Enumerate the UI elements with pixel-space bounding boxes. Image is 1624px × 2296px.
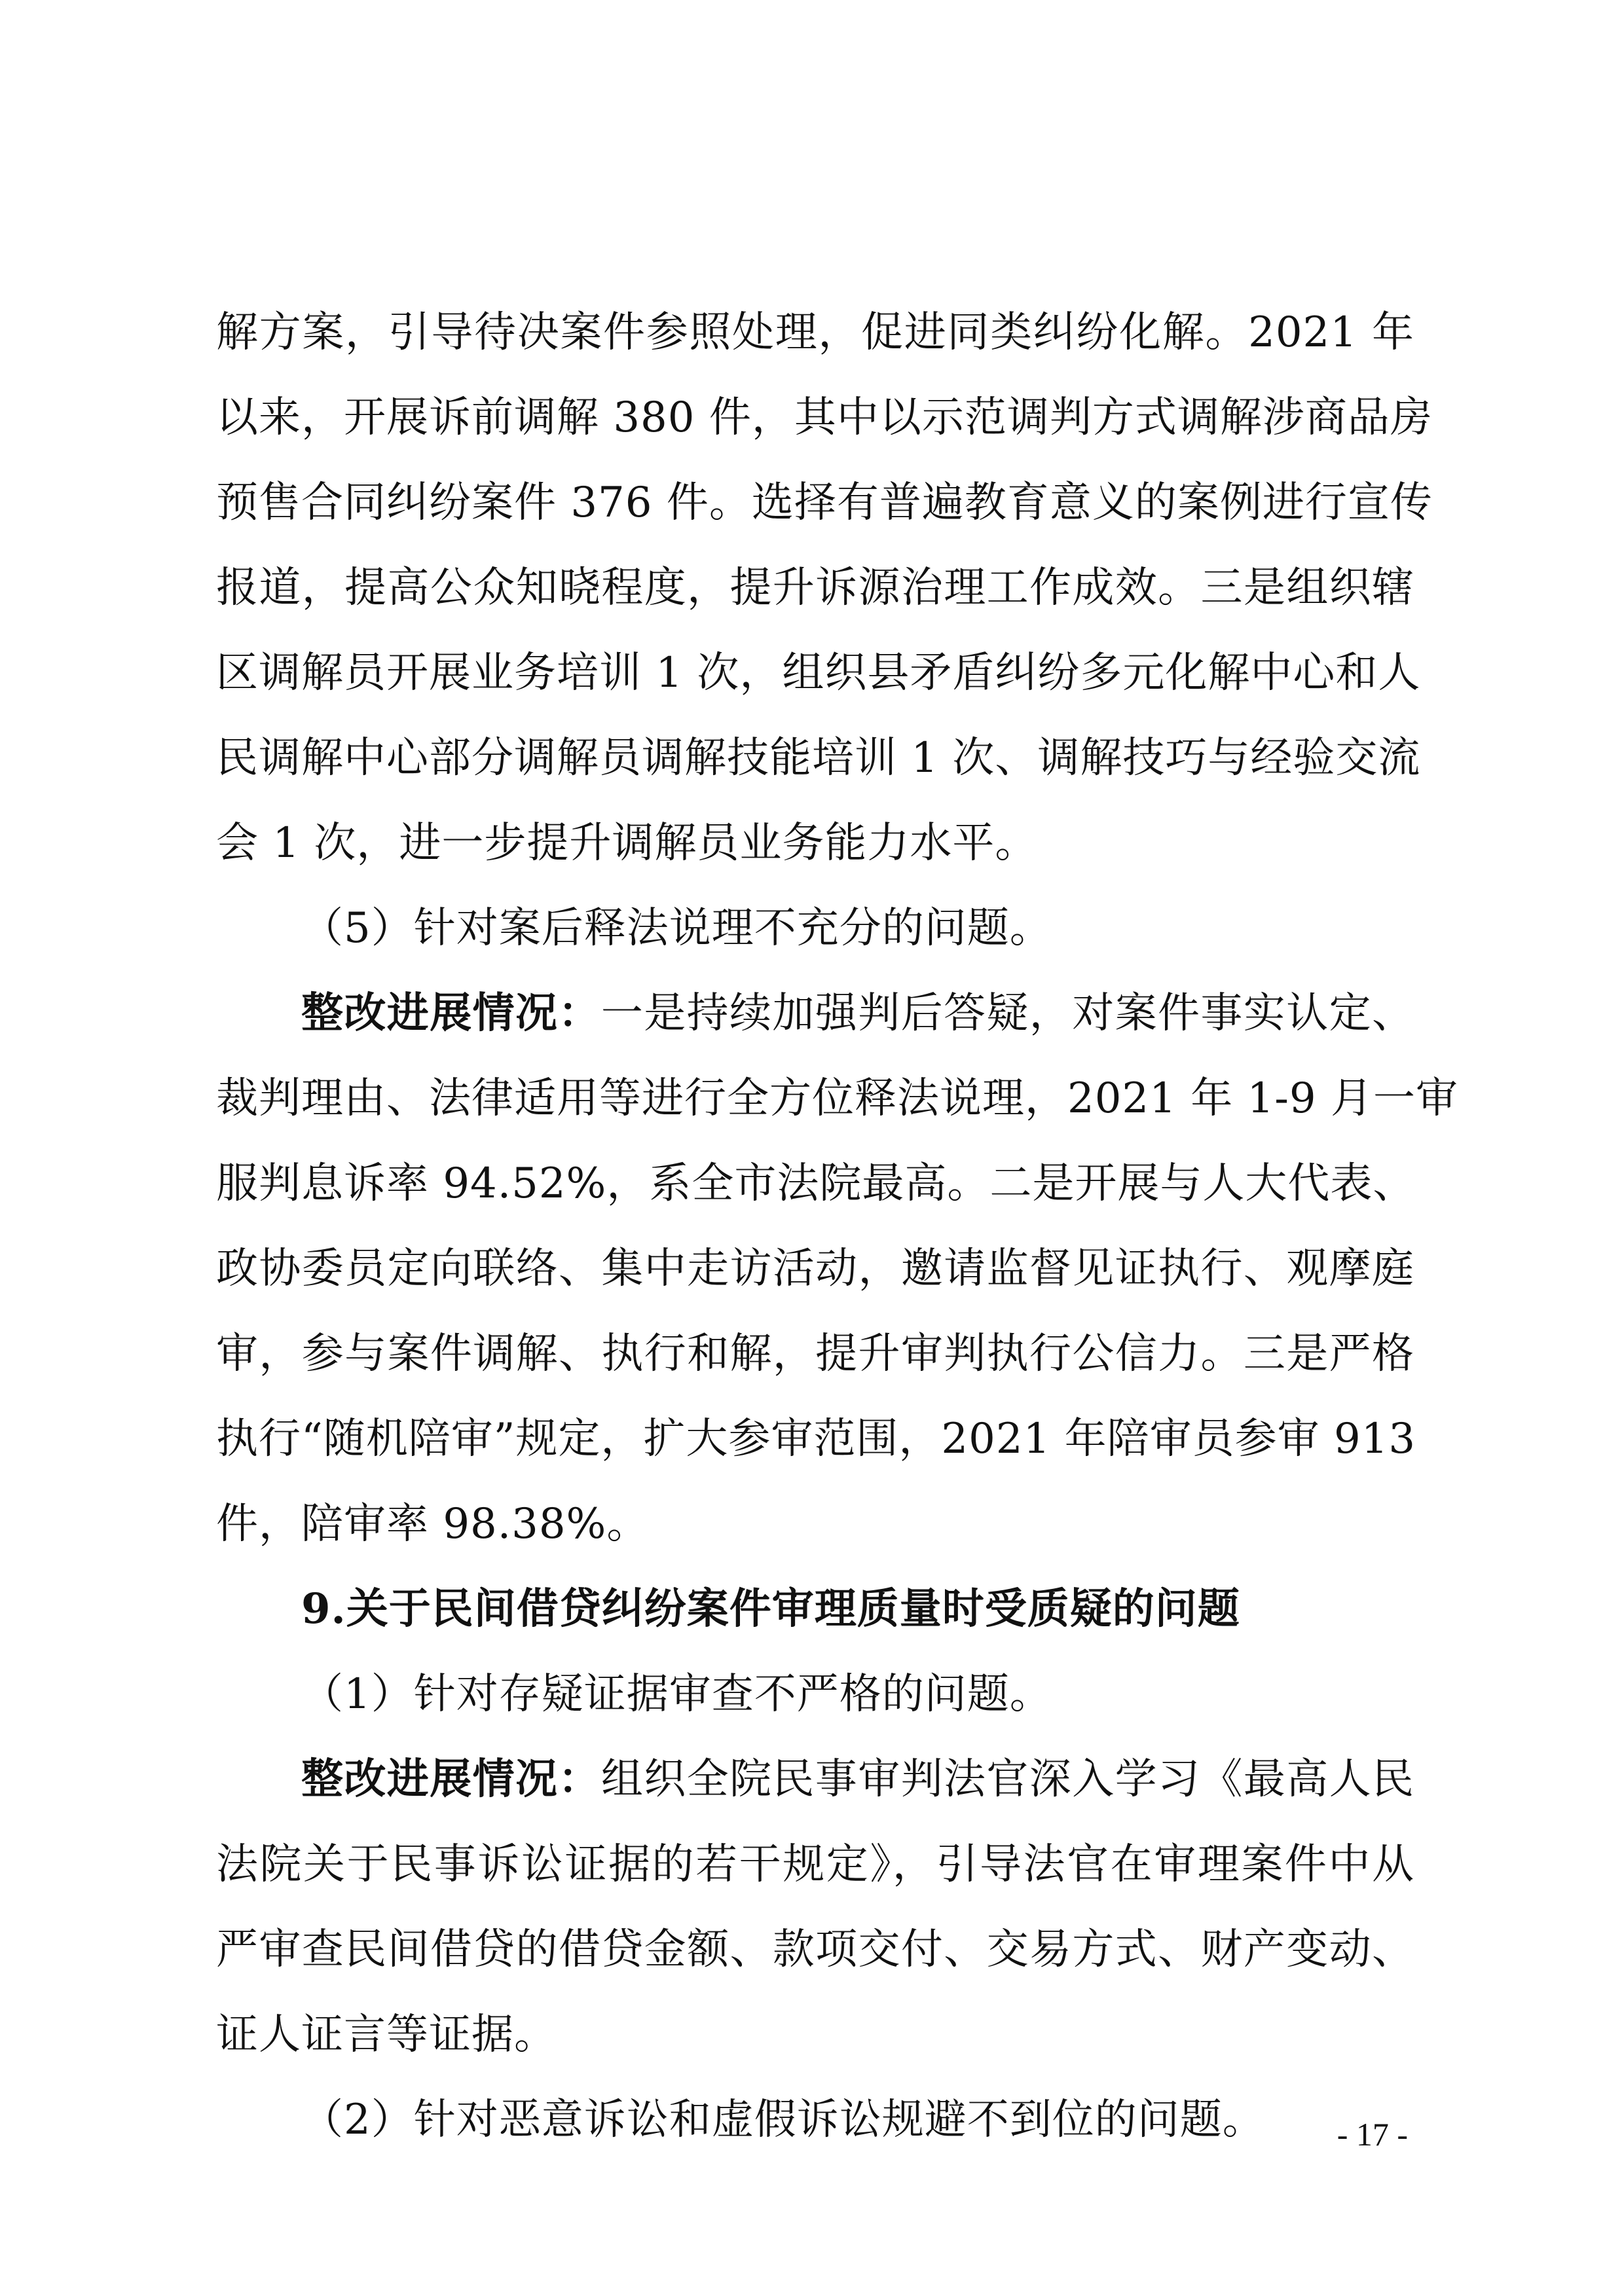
- text-line: [216, 2003, 1414, 2066]
- text-line: [301, 1748, 1414, 1811]
- text-segment: 解方案，引导待决案件参照处理，促进同类纠纷化解。2021 年: [216, 308, 1414, 357]
- text-line: [216, 471, 1433, 534]
- text-line: [216, 1237, 1414, 1300]
- text-line: [216, 642, 1421, 704]
- text-line: [216, 1493, 1414, 1556]
- text-segment: 以来，开展诉前调解 380 件，其中以示范调判方式调解涉商品房: [216, 393, 1433, 442]
- text-line: [216, 1322, 1414, 1385]
- text-segment: 法院关于民事诉讼证据的若干规定》，引导法官在审理案件中从: [216, 1840, 1414, 1889]
- text-segment: 裁判理由、法律适用等进行全方位释法说理，2021 年 1-9 月一审: [216, 1074, 1458, 1123]
- text-line: [216, 1067, 1458, 1130]
- text-segment: 会 1 次，进一步提升调解员业务能力水平。: [216, 819, 1038, 867]
- text-segment: 政协委员定向联络、集中走访活动，邀请监督见证执行、观摩庭: [216, 1245, 1414, 1293]
- text-line: [216, 301, 1414, 364]
- text-segment: 民调解中心部分调解员调解技能培训 1 次、调解技巧与经验交流: [216, 734, 1421, 782]
- bold-text-segment: 整改进展情况：: [301, 989, 601, 1038]
- text-line: [216, 1833, 1414, 1896]
- text-line: [216, 1408, 1414, 1470]
- text-segment: 严审查民间借贷的借贷金额、款项交付、交易方式、财产变动、: [216, 1925, 1414, 1974]
- text-segment: 服判息诉率 94.52%，系全市法院最高。二是开展与人大代表、: [216, 1159, 1416, 1208]
- text-segment: 证人证言等证据。: [216, 2011, 557, 2059]
- bold-text-segment: 整改进展情况：: [301, 1755, 601, 1804]
- text-line: [216, 812, 1414, 875]
- text-segment: （5）针对案后释法说理不充分的问题。: [301, 904, 1052, 953]
- text-segment: 报道，提高公众知晓程度，提升诉源治理工作成效。三是组织辖: [216, 564, 1414, 612]
- text-line: [216, 727, 1421, 790]
- text-line: [216, 556, 1414, 619]
- text-line: [301, 1578, 1414, 1641]
- text-segment: 一是持续加强判后答疑，对案件事实认定、: [600, 989, 1415, 1038]
- text-segment: 审，参与案件调解、执行和解，提升审判执行公信力。三是严格: [216, 1330, 1414, 1378]
- text-segment: 件，陪审率 98.38%。: [216, 1500, 650, 1548]
- text-segment: 组织全院民事审判法官深入学习《最高人民: [600, 1755, 1415, 1804]
- text-line: [301, 982, 1414, 1045]
- text-line: [301, 897, 1414, 960]
- text-line: [301, 2088, 1414, 2151]
- bold-text-segment: 9.关于民间借贷纠纷案件审理质量时受质疑的问题: [301, 1584, 1240, 1633]
- text-line: [216, 386, 1433, 449]
- text-segment: （1）针对存疑证据审查不严格的问题。: [301, 1670, 1052, 1719]
- text-segment: 预售合同纠纷案件 376 件。选择有普遍教育意义的案例进行宣传: [216, 479, 1433, 527]
- text-segment: 执行“随机陪审”规定，扩大参审范围，2021 年陪审员参审 913: [216, 1415, 1416, 1463]
- text-segment: （2）针对恶意诉讼和虚假诉讼规避不到位的问题。: [301, 2096, 1265, 2144]
- text-line: [216, 1918, 1414, 1981]
- text-segment: 区调解员开展业务培训 1 次，组织县矛盾纠纷多元化解中心和人: [216, 649, 1421, 697]
- text-line: [301, 1663, 1414, 1726]
- text-line: [216, 1152, 1414, 1215]
- page-number: - 17 -: [1337, 2116, 1408, 2153]
